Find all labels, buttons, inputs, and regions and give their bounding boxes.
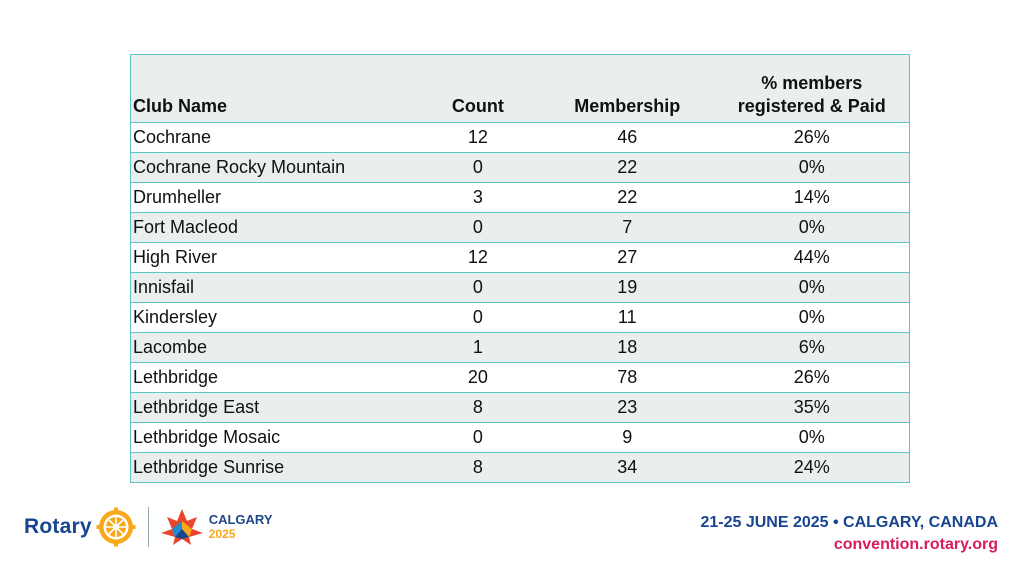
table-row [131, 213, 910, 243]
cell-membership: 27 [540, 243, 714, 273]
cell-count: 12 [416, 123, 540, 153]
club-registration-table [130, 54, 910, 483]
cell-membership: 7 [540, 213, 714, 243]
cell-membership: 23 [540, 393, 714, 423]
calgary-2025-logo [209, 513, 273, 541]
calgary-logo-year: 2025 [208, 527, 236, 541]
table-row [131, 153, 910, 183]
rotary-wheel-icon [96, 507, 136, 547]
header-membership: Membership [540, 55, 714, 123]
table-row [131, 273, 910, 303]
cell-count: 12 [416, 243, 540, 273]
cell-club-name: Fort Macleod [131, 213, 416, 243]
cell-membership: 34 [540, 453, 714, 483]
cell-count: 8 [416, 393, 540, 423]
cell-membership: 18 [540, 333, 714, 363]
cell-membership: 9 [540, 423, 714, 453]
cell-club-name: Kindersley [131, 303, 416, 333]
table-row [131, 393, 910, 423]
calgary-logo-name: CALGARY [208, 512, 273, 527]
table-row [131, 333, 910, 363]
cell-pct: 0% [714, 303, 909, 333]
cell-count: 0 [416, 303, 540, 333]
header-pct-line1: % members [761, 73, 863, 93]
table-row [131, 123, 910, 153]
cell-membership: 11 [540, 303, 714, 333]
header-pct-line2: registered & Paid [737, 96, 886, 116]
cell-count: 20 [416, 363, 540, 393]
cell-pct: 26% [714, 363, 909, 393]
cell-count: 3 [416, 183, 540, 213]
cell-pct: 6% [714, 333, 909, 363]
table-row [131, 303, 910, 333]
cell-count: 0 [416, 153, 540, 183]
header-count: Count [416, 55, 540, 123]
table-row [131, 363, 910, 393]
cell-count: 0 [416, 423, 540, 453]
cell-club-name: Lethbridge [131, 363, 416, 393]
cell-membership: 22 [540, 183, 714, 213]
cell-pct: 0% [714, 423, 909, 453]
cell-pct: 14% [714, 183, 909, 213]
cell-club-name: Lethbridge Sunrise [131, 453, 416, 483]
cell-club-name: Cochrane [131, 123, 416, 153]
cell-pct: 0% [714, 213, 909, 243]
cell-club-name: High River [131, 243, 416, 273]
event-info [700, 512, 998, 556]
table-row [131, 423, 910, 453]
cell-club-name: Lethbridge East [131, 393, 416, 423]
cell-membership: 78 [540, 363, 714, 393]
cell-club-name: Lethbridge Mosaic [131, 423, 416, 453]
cell-pct: 24% [714, 453, 909, 483]
cell-pct: 0% [714, 273, 909, 303]
table-row [131, 453, 910, 483]
cell-membership: 19 [540, 273, 714, 303]
club-registration-table-container [130, 54, 910, 483]
table-row [131, 243, 910, 273]
header-club-name: Club Name [131, 55, 416, 123]
cell-pct: 0% [714, 153, 909, 183]
cell-club-name: Lacombe [131, 333, 416, 363]
cell-club-name: Innisfail [131, 273, 416, 303]
cell-count: 8 [416, 453, 540, 483]
header-pct-registered [714, 55, 909, 123]
calgary-maple-leaf-icon [159, 507, 205, 547]
cell-membership: 22 [540, 153, 714, 183]
cell-club-name: Drumheller [131, 183, 416, 213]
event-website-link[interactable]: convention.rotary.org [833, 536, 998, 553]
cell-pct: 26% [714, 123, 909, 153]
table-header-row [131, 55, 910, 123]
logo-divider [148, 507, 149, 547]
cell-count: 0 [416, 273, 540, 303]
cell-count: 0 [416, 213, 540, 243]
cell-membership: 46 [540, 123, 714, 153]
event-date-location: 21-25 JUNE 2025 • CALGARY, CANADA [700, 514, 998, 531]
cell-count: 1 [416, 333, 540, 363]
table-row [131, 183, 910, 213]
rotary-wordmark: Rotary [24, 515, 92, 538]
cell-pct: 44% [714, 243, 909, 273]
footer-logos [24, 505, 273, 549]
cell-club-name: Cochrane Rocky Mountain [131, 153, 416, 183]
cell-pct: 35% [714, 393, 909, 423]
